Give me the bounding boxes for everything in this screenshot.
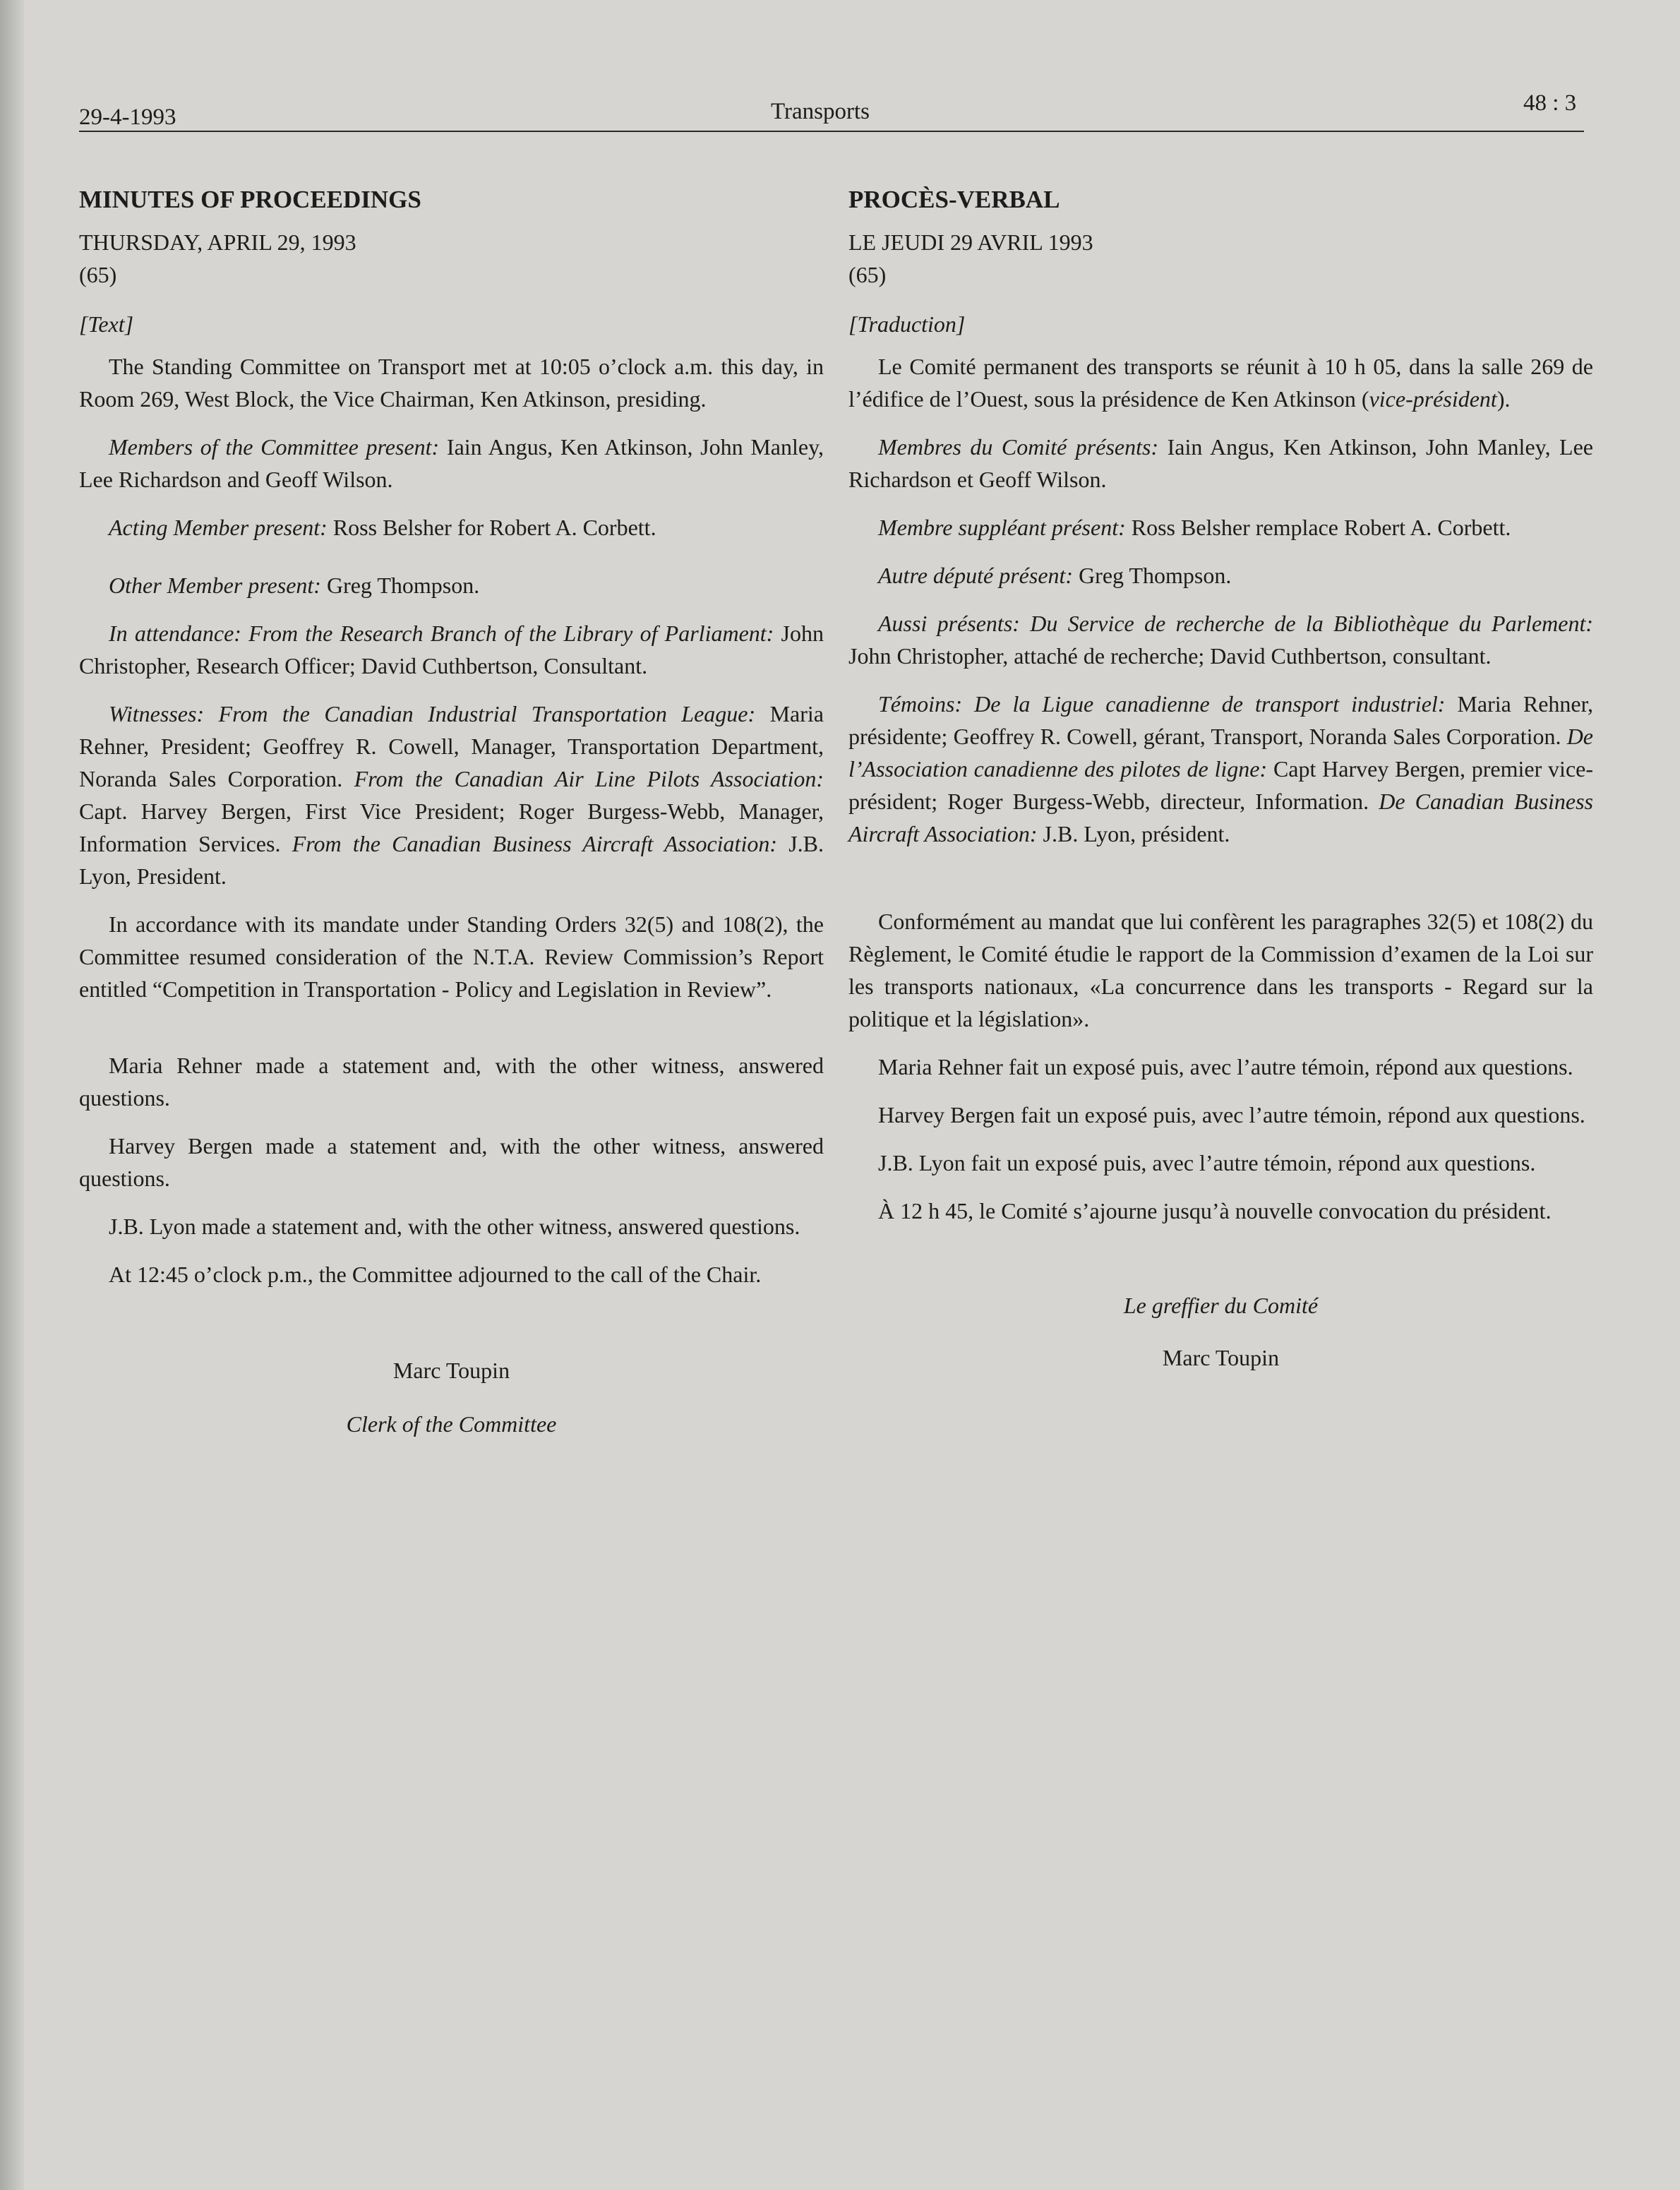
french-opening-text-b: ). [1496,386,1511,412]
english-acting-paragraph [79,511,824,544]
french-signature-name: Marc Toupin [1162,1345,1280,1370]
english-other-label: Other Member present: [109,573,321,598]
french-witnesses-label-3: De Canadian Business Aircraft Association: [848,789,1593,846]
english-bergen-paragraph: Harvey Bergen made a statement and, with the other witness, answered questions. [79,1133,824,1191]
french-members-label: Membres du Comité présents: [878,434,1159,460]
french-acting-text: Ross Belsher remplace Robert A. Corbett. [1125,515,1511,540]
french-title: PROCÈS-VERBAL [848,186,1060,213]
french-signature-role: Le greffier du Comité [1123,1293,1319,1318]
french-witnesses-text-3: J.B. Lyon, président. [1037,821,1230,846]
french-members-paragraph [848,431,1593,496]
english-title: MINUTES OF PROCEEDINGS [79,186,421,213]
english-rehner-paragraph: Maria Rehner made a statement and, with the other witness, answered questions. [79,1053,824,1111]
french-date: LE JEUDI 29 AVRIL 1993 [848,229,1093,255]
french-adjourn-paragraph: À 12 h 45, le Comité s’ajourne jusqu’à nouvelle convocation du président. [878,1198,1552,1223]
french-mandate-paragraph: Conformément au mandat que lui confèrent les paragraphes 32(5) et 108(2) du Règlement, le Comité étudie le rapport de la Commission d’examen de la Loi sur les transports nationaux, «La concurrence dans les transports - Regard sur la politique et la législation». [848,909,1593,1031]
french-acting-label: Membre suppléant présent: [878,515,1126,540]
french-bergen-paragraph: Harvey Bergen fait un exposé puis, avec l’autre témoin, répond aux questions. [878,1102,1585,1127]
english-attendance-text: John Christopher, Research Officer; David Cuthbertson, Consultant. [79,621,824,678]
english-other-text: Greg Thompson. [320,573,480,598]
french-other-label: Autre député présent: [878,563,1074,588]
english-members-text: Iain Angus, Ken Atkinson, John Manley, Lee Richardson and Geoff Wilson. [79,434,824,492]
english-mandate-paragraph: In accordance with its mandate under Standing Orders 32(5) and 108(2), the Committee resumed consideration of the N.T.A. Review Commission’s Report entitled “Competition in Transportation - Policy and Legislation in Review”. [79,911,824,1002]
french-witnesses-label-2: De l’Association canadienne des pilotes de ligne: [848,724,1593,782]
french-rehner-paragraph: Maria Rehner fait un exposé puis, avec l’autre témoin, répond aux questions. [878,1054,1573,1079]
english-witnesses-text-3: J.B. Lyon, President. [79,831,824,889]
english-attendance-paragraph [79,617,824,682]
french-witnesses-text-1: Maria Rehner, présidente; Geoffrey R. Cowell, gérant, Transport, Noranda Sales Corporation. [848,691,1594,749]
english-adjourn-paragraph: At 12:45 o’clock p.m., the Committee adjourned to the call of the Chair. [109,1262,762,1287]
english-other-paragraph [79,569,824,602]
french-acting-paragraph [848,511,1593,544]
english-acting-text: Ross Belsher for Robert A. Corbett. [327,515,656,540]
english-witnesses-label-3: From the Canadian Business Aircraft Association: [292,831,777,856]
header-page-number: 48 : 3 [1523,90,1577,116]
french-attendance-label: Aussi présents: Du Service de recherche de la Bibliothèque du Parlement: [878,611,1593,636]
french-translation-tag: [Traduction] [848,311,966,337]
english-opening-paragraph: The Standing Committee on Transport met at 10:05 o’clock a.m. this day, in Room 269, West Block, the Vice Chairman, Ken Atkinson, presiding. [79,354,824,412]
french-opening-italic: vice-président [1369,386,1497,412]
english-signature-name: Marc Toupin [392,1358,510,1383]
english-witnesses-label: Witnesses: From the Canadian Industrial Transportation League: [109,701,756,726]
english-attendance-label: In attendance: From the Research Branch of the Library of Parliament: [109,621,774,646]
english-members-label: Members of the Committee present: [109,434,440,460]
english-lyon-paragraph: J.B. Lyon made a statement and, with the other witness, answered questions. [109,1214,800,1239]
french-column [848,182,1593,1374]
english-witnesses-text-1: Maria Rehner, President; Geoffrey R. Cowell, Manager, Transportation Department, Noranda Sales Corporation. [79,701,824,791]
english-witnesses-paragraph [79,698,824,892]
french-lyon-paragraph: J.B. Lyon fait un exposé puis, avec l’autre témoin, répond aux questions. [878,1150,1536,1175]
french-attendance-paragraph [848,607,1593,672]
french-meeting-number: (65) [848,262,887,287]
french-witnesses-paragraph [848,688,1593,850]
french-attendance-text: John Christopher, attaché de recherche; David Cuthbertson, consultant. [848,643,1492,669]
french-other-text: Greg Thompson. [1073,563,1232,588]
english-date: THURSDAY, APRIL 29, 1993 [79,229,356,255]
french-witnesses-text-2: Capt Harvey Bergen, premier vice-président; Roger Burgess-Webb, directeur, Information. [848,756,1594,814]
english-witnesses-label-2: From the Canadian Air Line Pilots Association: [354,766,824,791]
header-title: Transports [771,99,870,124]
header-date: 29-4-1993 [79,104,176,130]
french-witnesses-label: Témoins: De la Ligue canadienne de transport industriel: [878,691,1446,717]
english-text-tag: [Text] [79,311,134,337]
english-acting-label: Acting Member present: [109,515,328,540]
english-meeting-number: (65) [79,262,117,287]
english-signature-role: Clerk of the Committee [346,1411,557,1437]
header-rule [79,131,1584,132]
english-witnesses-text-2: Capt. Harvey Bergen, First Vice President; Roger Burgess-Webb, Manager, Information Services. [79,798,824,856]
french-opening-paragraph [848,350,1593,415]
french-other-paragraph [848,559,1593,592]
french-members-text: Iain Angus, Ken Atkinson, John Manley, Lee Richardson et Geoff Wilson. [848,434,1593,492]
french-opening-text-a: Le Comité permanent des transports se réunit à 10 h 05, dans la salle 269 de l’édifice de l’Ouest, sous la présidence de Ken Atkinson ( [848,354,1593,412]
english-members-paragraph [79,431,824,496]
english-column [79,182,824,1440]
